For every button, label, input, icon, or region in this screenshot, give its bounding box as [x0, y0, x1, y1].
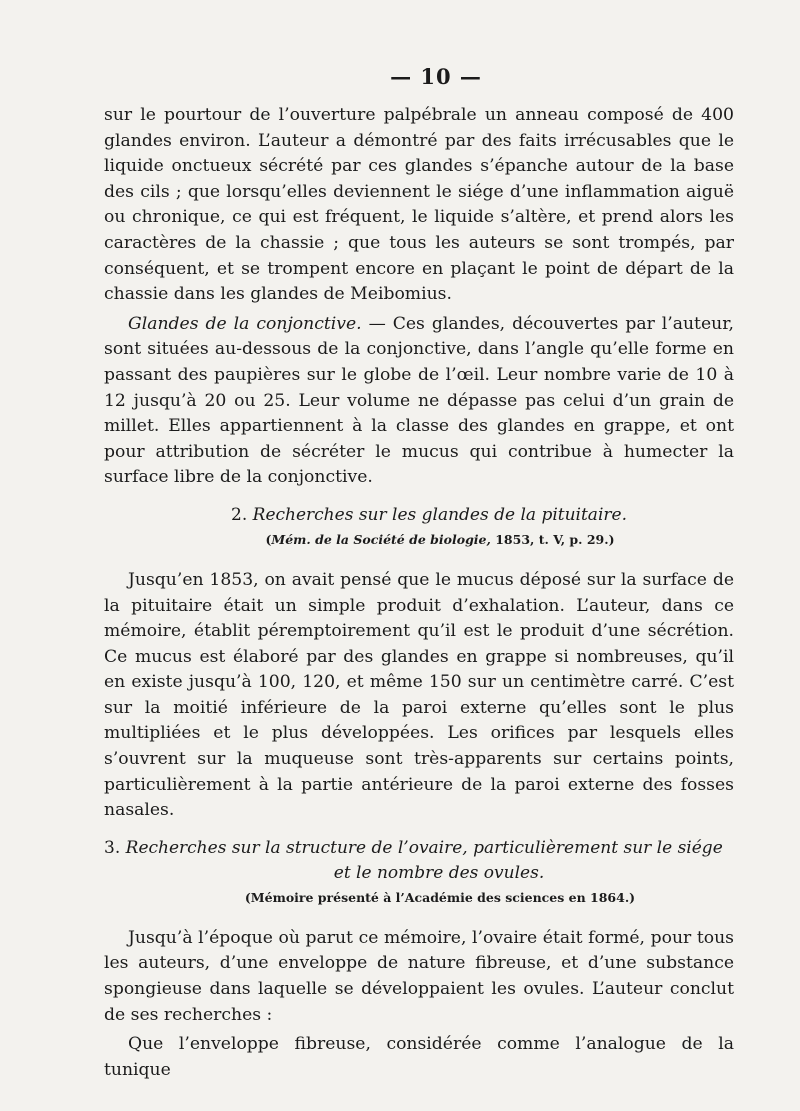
paragraph-conjonctive — [104, 312, 734, 491]
section-number: 3. — [104, 837, 121, 858]
section-source-ovaire: (Mémoire présenté à l’Académie des sciences en 1864.) — [244, 889, 636, 905]
source-citation: 1853, t. V, p. 29.) — [490, 531, 615, 547]
paragraph-enveloppe: Que l’enveloppe fibreuse, considérée comme l’analogue de la tunique — [104, 1034, 734, 1080]
paragraph-ovaire: Jusqu’à l’époque où parut ce mémoire, l’ovaire était formé, pour tous les auteurs, d’une enveloppe de nature fibreuse, et d’une substance spongieuse dans laquelle se développaient les ovules. L’auteur conclut de ses recherches : — [104, 927, 734, 1025]
section-heading-ovaire — [104, 836, 734, 886]
section-title-line2: et le nombre des ovules. — [333, 862, 545, 883]
page-number: — 10 — — [390, 64, 482, 89]
paragraph-conjonctive-body: — Ces glandes, découvertes par l’auteur, sont situées au-dessous de la conjonctive, dans l’angle qu’elle forme en passant des paupières sur le globe de l’œil. Leur nombre varie de 10 à 12 jusqu’à 20 ou 25. Leur volume ne dépasse pas celui d’un grain de millet. Elles appartiennent à la classe des glandes en grappe, et ont pour attribution de sécréter le mucus qui contribue à humecter la surface libre de la conjonctive. — [104, 313, 734, 488]
section-heading-pituitaire — [104, 503, 734, 528]
paragraph-meibomius: sur le pourtour de l’ouverture palpébrale un anneau composé de 400 glandes environ. L’auteur a démontré par des faits irrécusables que le liquide onctueux sécrété par ces glandes s’épanche autour de la base des cils ; que lorsqu’elles deviennent le siége d’une inflammation aiguë ou chronique, ce qui est fréquent, le liquide s’altère, et prend alors les caractères de la chassie ; que tous les auteurs se sont trompés, par conséquent, et se trompent encore en plaçant le point de départ de la chassie dans les glandes de Meibomius. — [104, 105, 734, 305]
section-number: 2. — [231, 504, 248, 525]
section-title: Recherches sur les glandes de la pituitaire. — [252, 504, 627, 525]
source-journal: Mém. de la Société de biologie, — [271, 531, 491, 547]
section-source-pituitaire — [146, 530, 734, 550]
paragraph-pituitaire: Jusqu’en 1853, on avait pensé que le mucus déposé sur la surface de la pituitaire était un simple produit d’exhalation. L’auteur, dans ce mémoire, établit péremptoirement qu’il est le produit d’une sécrétion. Ce mucus est élaboré par des glandes en grappe si nombreuses, qu’il en existe jusqu’à 100, 120, et même 150 sur un centimètre carré. C’est sur la moitié inférieure de la paroi externe qu’elles sont le plus multipliées et le plus développées. Les orifices par lesquels elles s’ouvrent sur la muqueuse sont très-apparents sur certains points, particulièrement à la partie antérieure de la paroi externe des fosses nasales. — [104, 569, 734, 821]
section-title-line1: Recherches sur la structure de l’ovaire, particulièrement sur le siége — [125, 837, 723, 858]
paragraph-lead-glandes-conjonctive: Glandes de la conjonctive. — [128, 313, 362, 334]
source-open: ( — [265, 531, 272, 547]
